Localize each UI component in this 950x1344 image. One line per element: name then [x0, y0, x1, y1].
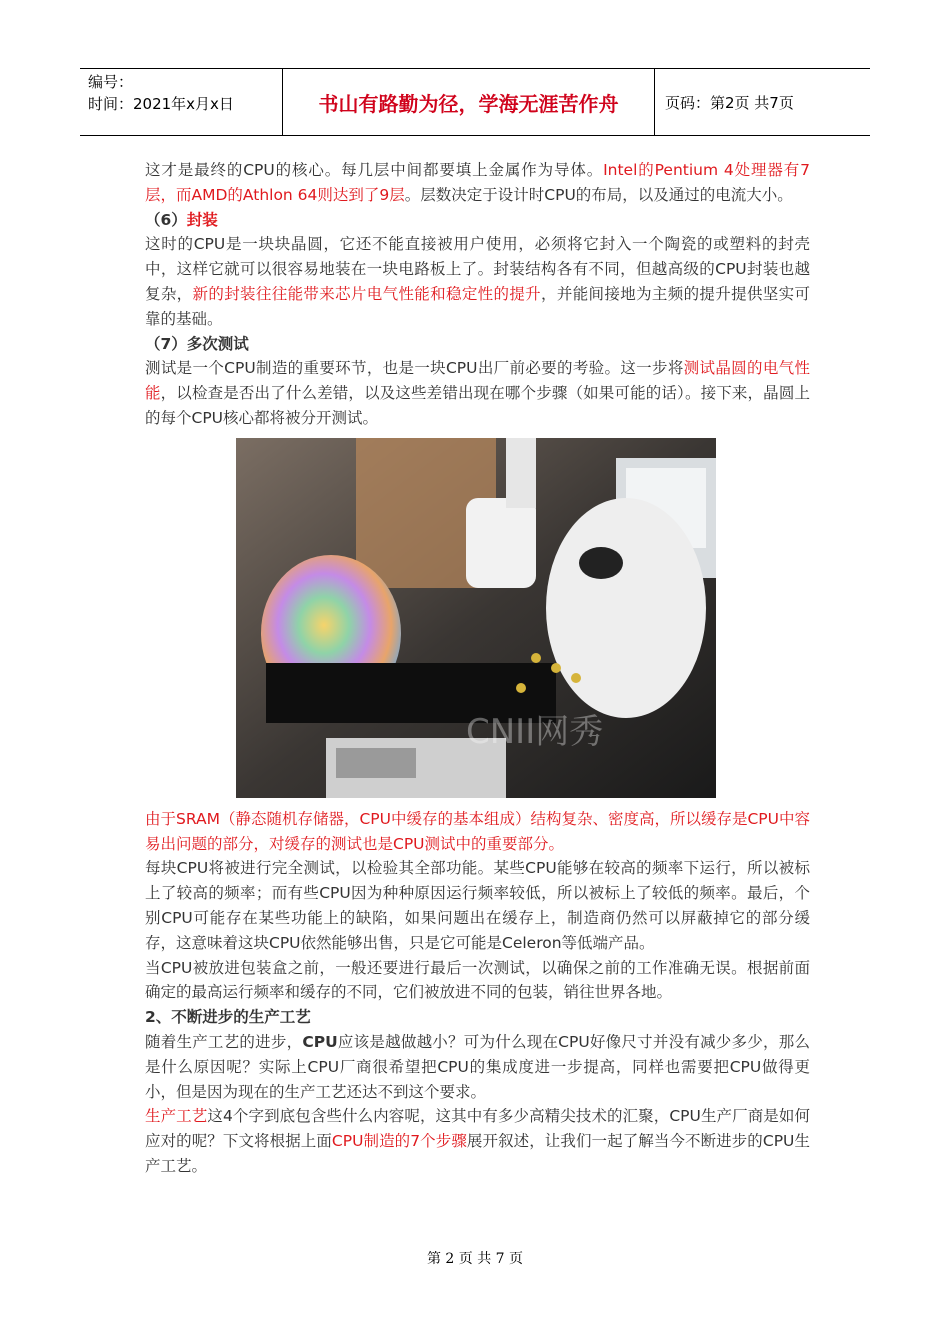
highlight-packaging: 新的封装往往能带来芯片电气性能和稳定性的提升 [192, 284, 542, 303]
paragraph-sram: 由于SRAM（静态随机存储器，CPU中缓存的基本组成）结构复杂、密度高，所以缓存是CPU中容易出问题的部分，对缓存的测试也是CPU测试中的重要部分。 [145, 809, 810, 853]
wafer-testing-photo [236, 438, 716, 798]
paragraph-process-intro: 生产工艺这4个字到底包含些什么内容呢，这其中有多少高精尖技术的汇聚，CPU生产厂商是如何应对的呢？下文将根据上面CPU制造的7个步骤展开叙述，让我们一起了解当今不断进步的CPU生产工艺。 [145, 1107, 810, 1175]
heading-packaging: （6）封装 [145, 210, 218, 229]
page-header [80, 68, 870, 136]
document-body [145, 158, 810, 1179]
header-page-info: 页码：第2页 共7页 [665, 93, 794, 112]
paragraph-full-test: 每块CPU将被进行完全测试，以检验其全部功能。某些CPU能够在较高的频率下运行，所以被标上了较高的频率；而有些CPU因为种种原因运行频率较低，所以被标上了较低的频率。最后，个别CPU可能存在某些功能上的缺陷，如果问题出在缓存上，制造商仍然可以屏蔽掉它的部分缓存，这意味着这块CPU依然能够出售，只是它可能是Celeron等低端产品。 [145, 859, 810, 952]
time-label: 时间：2021年x月x日 [88, 95, 234, 113]
paragraph-final-test: 当CPU被放进包装盒之前，一般还要进行最后一次测试，以确保之前的工作准确无误。根据前面确定的最高运行频率和缓存的不同，它们被放进不同的包装，销往世界各地。 [145, 958, 810, 1002]
header-motto: 书山有路勤为径，学海无涯苦作舟 [283, 69, 655, 135]
page-footer: 第 2 页 共 7 页 [426, 1251, 524, 1267]
photo-illustration [236, 438, 716, 798]
highlight-testing: 测试晶圆的电气性能 [145, 359, 810, 403]
heading-process: 2、不断进步的生产工艺 [145, 1008, 311, 1027]
highlight-layers: Intel的Pentium 4处理器有7层，而AMD的Athlon 64则达到了9层 [145, 161, 810, 204]
paragraph-packaging: 这时的CPU是一块块晶圆，它还不能直接被用户使用，必须将它封入一个陶瓷的或塑料的封壳中，这样它就可以很容易地装在一块电路板上了。封装结构各有不同，但越高级的CPU封装也越复杂，新的封装往往能带来芯片电气性能和稳定性的提升，并能间接地为主频的提升提供坚实可靠的基础。 [145, 235, 810, 328]
paragraph-testing: 测试是一个CPU制造的重要环节，也是一块CPU出厂前必要的考验。这一步将测试晶圆的电气性能，以检查是否出了什么差错，以及这些差错出现在哪个步骤（如果可能的话）。接下来，晶圆上的每个CPU核心都将被分开测试。 [145, 359, 810, 427]
paragraph-layers: 这才是最终的CPU的核心。每几层中间都要填上金属作为导体。Intel的Pentium 4处理器有7层，而AMD的Athlon 64则达到了9层。层数决定于设计时CPU的布局，以及通过的电流大小。 [145, 161, 810, 204]
paragraph-process: 随着生产工艺的进步，CPU应该是越做越小？可为什么现在CPU好像尺寸并没有减少多少，那么是什么原因呢？实际上CPU厂商很希望把CPU的集成度进一步提高，同样也需要把CPU做得更小，但是因为现在的生产工艺还达不到这个要求。 [145, 1032, 810, 1101]
header-meta [80, 69, 283, 135]
photo-watermark: CNII网秀 [466, 711, 604, 752]
heading-testing: （7）多次测试 [145, 334, 249, 353]
number-label: 编号： [88, 73, 134, 91]
